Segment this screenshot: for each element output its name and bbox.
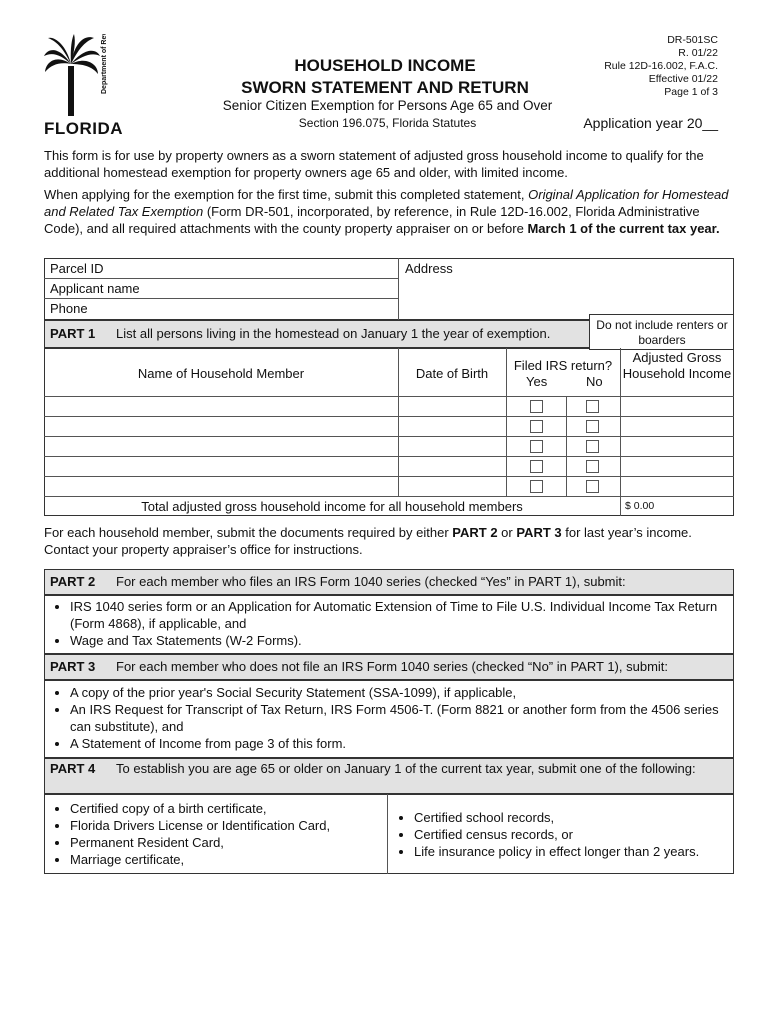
list-item: • IRS 1040 series form or an Application for Automatic Extension of Time to File U.S. Individual Income Tax Return (Form 4868), if applicable, and — [70, 598, 728, 632]
part4-left-list — [48, 800, 384, 868]
member-name-field[interactable] — [46, 478, 396, 494]
logo-department-text: Department of Revenue — [101, 34, 108, 94]
form-effective: Effective 01/22 — [648, 73, 718, 85]
filed-no-checkbox[interactable] — [586, 460, 599, 473]
form-title-line2: SWORN STATEMENT AND RETURN — [241, 78, 529, 97]
member-dob-field[interactable] — [400, 478, 504, 494]
member-name-field[interactable] — [46, 398, 396, 414]
col-header-income: Adjusted Gross Household Income — [622, 350, 732, 381]
filed-no-checkbox[interactable] — [586, 440, 599, 453]
intro-paragraph-1: This form is for use by property owners as a sworn statement of adjusted gross household income to qualify for the additional homestead exemption for property owners age 65 and older, with limited income. — [44, 148, 704, 180]
submission-text-b: for last year’s income. Contact your property appraiser’s office for instructions. — [44, 525, 692, 557]
filed-yes-checkbox[interactable] — [530, 400, 543, 413]
logo-state-text: FLORIDA — [44, 119, 124, 138]
form-number: DR-501SC — [667, 34, 718, 46]
list-item: • A Statement of Income from page 3 of this form. — [70, 735, 728, 752]
part4-right-list — [392, 809, 730, 860]
palm-tree-icon — [44, 34, 110, 116]
submission-or: or — [497, 525, 517, 540]
form-rule: Rule 12D-16.002, F.A.C. — [604, 60, 718, 72]
filed-yes-checkbox[interactable] — [530, 480, 543, 493]
list-item: • An IRS Request for Transcript of Tax Return, IRS Form 4506-T. (Form 8821 or another form from the 4506 series can substitute), and — [70, 701, 728, 735]
col-header-no: No — [586, 374, 603, 389]
applicant-name-label: Applicant name — [50, 281, 140, 296]
col-header-filed: Filed IRS return? — [513, 358, 613, 373]
intro-para2-text-a: When applying for the exemption for the first time, submit this completed statement, — [44, 187, 529, 202]
member-name-field[interactable] — [46, 418, 396, 434]
list-item: • Florida Drivers License or Identification Card, — [70, 817, 384, 834]
form-title-line1: HOUSEHOLD INCOME — [294, 56, 476, 75]
member-income-field[interactable] — [622, 478, 732, 494]
statute-reference: Section 196.075, Florida Statutes — [298, 116, 477, 130]
application-year: Application year 20__ — [583, 115, 718, 131]
applicant-name-field[interactable] — [150, 282, 390, 296]
member-dob-field[interactable] — [400, 418, 504, 434]
member-dob-field[interactable] — [400, 458, 504, 474]
part4-label: PART 4 — [50, 761, 96, 776]
form-revision: R. 01/22 — [678, 47, 718, 59]
list-item: • A copy of the prior year's Social Security Statement (SSA-1099), if applicable, — [70, 684, 728, 701]
total-income-value: $ 0.00 — [625, 500, 655, 512]
member-income-field[interactable] — [622, 418, 732, 434]
part2-instruction: For each member who files an IRS Form 1040 series (checked “Yes” in PART 1), submit: — [116, 574, 626, 589]
filed-yes-checkbox[interactable] — [530, 460, 543, 473]
filed-no-checkbox[interactable] — [586, 420, 599, 433]
phone-label: Phone — [50, 301, 88, 316]
member-dob-field[interactable] — [400, 438, 504, 454]
submission-part2-ref: PART 2 — [452, 525, 498, 540]
member-name-field[interactable] — [46, 458, 396, 474]
part2-label: PART 2 — [50, 574, 96, 589]
filed-no-checkbox[interactable] — [586, 480, 599, 493]
col-header-yes: Yes — [526, 374, 548, 389]
intro-para2-form-name: Original Application for Homestead and Related Tax Exemption — [44, 187, 729, 219]
col-header-dob: Date of Birth — [415, 366, 489, 381]
part1-instruction: List all persons living in the homestead on January 1 the year of exemption. — [116, 326, 551, 341]
address-field[interactable] — [460, 262, 728, 316]
part3-label: PART 3 — [50, 659, 96, 674]
part3-instruction: For each member who does not file an IRS Form 1040 series (checked “No” in PART 1), submit: — [116, 659, 669, 674]
parcel-id-label: Parcel ID — [50, 261, 104, 276]
list-item: • Wage and Tax Statements (W-2 Forms). — [70, 632, 728, 649]
list-item: • Certified census records, or — [414, 826, 730, 843]
florida-dor-logo — [44, 34, 124, 138]
filed-yes-checkbox[interactable] — [530, 440, 543, 453]
member-income-field[interactable] — [622, 438, 732, 454]
list-item: • Certified school records, — [414, 809, 730, 826]
list-item: • Life insurance policy in effect longer than 2 years. — [414, 843, 730, 860]
member-income-field[interactable] — [622, 458, 732, 474]
part3-list — [48, 684, 728, 752]
intro-paragraph-2 — [44, 186, 734, 237]
filed-no-checkbox[interactable] — [586, 400, 599, 413]
intro-para2-text-b: (Form DR-501, incorporated, by reference, in Rule 12D-16.002, Florida Administrative Code), and all required attachments with the county property appraiser on or before — [44, 204, 700, 236]
list-item: • Marriage certificate, — [70, 851, 384, 868]
part1-note: Do not include renters or boarders — [596, 318, 728, 347]
total-income-label: Total adjusted gross household income for all household members — [141, 499, 523, 514]
submission-text-a: For each household member, submit the documents required by either — [44, 525, 453, 540]
submission-part3-ref: PART 3 — [516, 525, 562, 540]
parcel-id-field[interactable] — [150, 262, 390, 276]
col-header-name: Name of Household Member — [137, 366, 305, 381]
list-item: • Permanent Resident Card, — [70, 834, 384, 851]
part2-list — [48, 598, 728, 649]
part4-instruction: To establish you are age 65 or older on January 1 of the current tax year, submit one of the following: — [116, 761, 696, 776]
list-item: • Certified copy of a birth certificate, — [70, 800, 384, 817]
submission-instructions — [44, 524, 734, 558]
member-dob-field[interactable] — [400, 398, 504, 414]
member-income-field[interactable] — [622, 398, 732, 414]
form-subtitle: Senior Citizen Exemption for Persons Age 65 and Over — [222, 98, 553, 113]
form-meta — [604, 34, 718, 99]
address-label: Address — [405, 261, 453, 276]
intro-para2-deadline: March 1 of the current tax year. — [527, 221, 720, 236]
form-page: Page 1 of 3 — [664, 86, 718, 98]
filed-yes-checkbox[interactable] — [530, 420, 543, 433]
member-name-field[interactable] — [46, 438, 396, 454]
phone-field[interactable] — [150, 302, 390, 316]
part1-label: PART 1 — [50, 326, 96, 341]
